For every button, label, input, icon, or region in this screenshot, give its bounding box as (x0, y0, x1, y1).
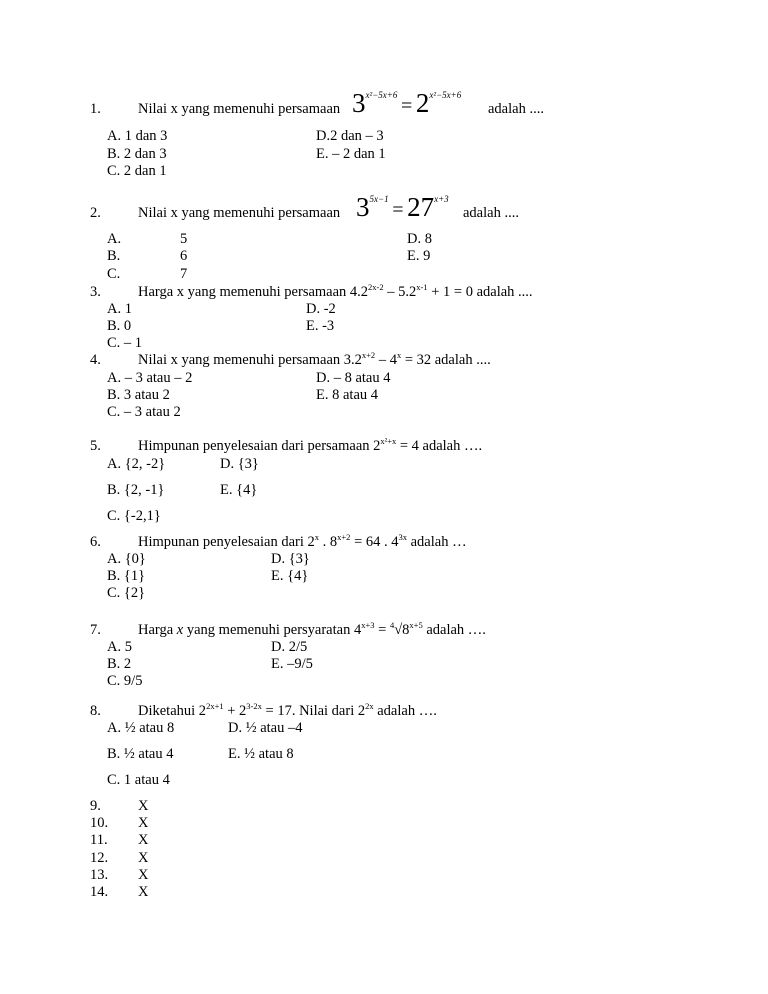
option-d (407, 231, 432, 248)
question-stem: Nilai x yang memenuhi persamaan (138, 205, 341, 221)
option-d: D. – 8 atau 4 (316, 370, 391, 386)
placeholder-value: X (138, 884, 149, 900)
placeholder-value: X (138, 832, 149, 848)
option-b: B. 0 (107, 318, 132, 334)
option-b-value: 6 (180, 248, 188, 264)
option-e-letter: E. (407, 248, 420, 264)
option-a: A. – 3 atau – 2 (107, 370, 193, 386)
question-number: 8. (90, 703, 101, 719)
question-number: 4. (90, 352, 101, 368)
eq-base-1: 3 (356, 192, 370, 222)
equation (356, 192, 449, 222)
question-number: 10. (90, 815, 109, 831)
question-number: 11. (90, 832, 108, 848)
option-b: B. 2 (107, 656, 132, 672)
question-stem: Nilai x yang memenuhi persamaan (138, 101, 341, 117)
question-number: 6. (90, 534, 101, 550)
eq-base-1: 3 (352, 88, 366, 118)
option-e: E. {4} (220, 482, 258, 498)
question-number: 9. (90, 798, 101, 814)
eq-base-2: 27 (407, 192, 435, 222)
placeholder-value: X (138, 867, 149, 883)
option-a: A. 1 (107, 301, 132, 317)
option-c: C. 1 atau 4 (107, 772, 170, 788)
option-b: B. {1} (107, 568, 146, 584)
question-stem: Diketahui $2^{2x+1} + 2^{3-2x} = 17$. Nilai dari $2^{2x}$ adalah …. (138, 701, 437, 719)
option-a: A. 1 dan 3 (107, 128, 168, 144)
option-e: E. – 2 dan 1 (316, 146, 386, 162)
option-b-letter: B. (107, 248, 121, 264)
option-c: C. – 1 (107, 335, 143, 351)
option-d: D. -2 (306, 301, 336, 317)
option-d: D. ½ atau –4 (228, 720, 303, 736)
option-a: A. 5 (107, 639, 132, 655)
option-b: B. {2, -1} (107, 482, 165, 498)
placeholder-value: X (138, 798, 149, 814)
option-b: B. ½ atau 4 (107, 746, 174, 762)
option-a: A. {0} (107, 551, 146, 567)
question-stem: Harga x yang memenuhi persamaan $4.2^{2x-2} - 5.2^{x-1} + 1 = 0$ adalah .... (138, 282, 533, 300)
question-number: 13. (90, 867, 109, 883)
option-c: C. – 3 atau 2 (107, 404, 181, 420)
equation (352, 88, 462, 118)
question-stem-tail: adalah .... (488, 101, 544, 117)
eq-exponent-2: x+3 (434, 194, 449, 204)
option-b: B. 3 atau 2 (107, 387, 170, 403)
question-number: 3. (90, 284, 101, 300)
question-number: 1. (90, 101, 101, 117)
option-c: C. {2} (107, 585, 146, 601)
root-index: 4 (389, 620, 395, 630)
option-d-letter: D. (407, 231, 422, 247)
option-e: E. {4} (271, 568, 309, 584)
option-e: E. ½ atau 8 (228, 746, 294, 762)
eq-exponent-2: x²−5x+6 (429, 90, 462, 100)
eq-exponent-1: 5x−1 (369, 194, 389, 204)
option-c: C. {-2,1} (107, 508, 161, 524)
placeholder-value: X (138, 850, 149, 866)
option-e: E. -3 (306, 318, 335, 334)
question-number: 14. (90, 884, 109, 900)
question-stem: Nilai x yang memenuhi persamaan $3.2^{x+2} - 4^x = 32$ adalah .... (138, 350, 491, 368)
option-c-letter: C. (107, 266, 121, 282)
option-e: E. –9/5 (271, 656, 313, 672)
option-a-letter: A. (107, 231, 122, 247)
question-number: 7. (90, 622, 101, 638)
option-d: D. {3} (271, 551, 310, 567)
eq-exponent-1: x²−5x+6 (365, 90, 398, 100)
option-d: D. 2/5 (271, 639, 308, 655)
option-c: C. 9/5 (107, 673, 143, 689)
option-a-value: 5 (180, 231, 188, 247)
placeholder-value: X (138, 815, 149, 831)
question-stem-tail: adalah .... (463, 205, 519, 221)
option-e: E. 8 atau 4 (316, 387, 379, 403)
option-a: A. {2, -2} (107, 456, 166, 472)
option-d: D. {3} (220, 456, 259, 472)
eq-base-2: 2 (415, 88, 430, 118)
option-e-value: 9 (423, 248, 431, 264)
question-stem: Himpunan penyelesaian dari persamaan $2^{x^2+x} = 4$ adalah …. (138, 436, 483, 454)
option-e (407, 248, 430, 265)
option-d: D.2 dan – 3 (316, 128, 384, 144)
option-b: B. 2 dan 3 (107, 146, 167, 162)
question-1 (0, 88, 768, 131)
question-number: 5. (90, 438, 101, 454)
eq-sign: = (392, 199, 404, 221)
eq-sign: = (400, 95, 413, 117)
option-a: A. ½ atau 8 (107, 720, 175, 736)
question-number: 2. (90, 205, 101, 221)
option-c-value: 7 (180, 266, 188, 282)
option-d-value: 8 (424, 231, 432, 247)
question-stem: Harga x yang memenuhi persyaratan $4^{x+3} = ^4√8^{x+5}$ adalah …. (138, 620, 486, 638)
option-c: C. 2 dan 1 (107, 163, 167, 179)
question-number: 12. (90, 850, 109, 866)
question-stem: Himpunan penyelesaian dari 2$^x$ . $8^{x+2} = 64$ . $4^{3x}$ adalah … (138, 532, 467, 550)
